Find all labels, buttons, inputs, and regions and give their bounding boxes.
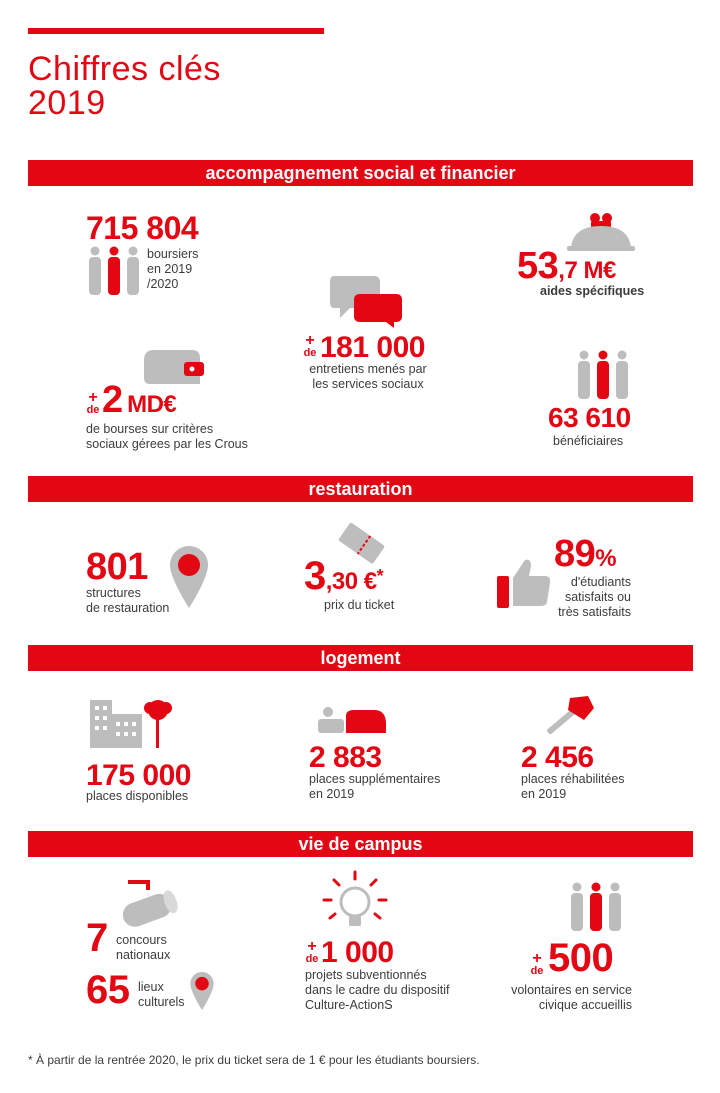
people-icon [575, 350, 635, 400]
aides-label: aides spécifiques [540, 284, 645, 298]
satisfaction-label: d'étudiants satisfaits ou très satisfaits [558, 575, 631, 619]
entretiens-plus-de: + de [303, 332, 317, 359]
volontaires-label: volontaires en service civique accueillis [511, 983, 632, 1012]
location-pin-icon [190, 972, 214, 1010]
lightbulb-icon [322, 870, 388, 936]
cloche-icon [565, 212, 637, 252]
location-pin-icon [170, 546, 208, 608]
entretiens-label: entretiens menés par les services sociaux [309, 362, 427, 391]
top-accent-bar [28, 28, 324, 34]
section-band-campus: vie de campus [28, 831, 693, 857]
supp-value: 2 883 [309, 741, 382, 774]
footnote: * À partir de la rentrée 2020, le prix du ticket sera de 1 € pour les étudiants boursiers. [28, 1053, 480, 1067]
spotlight-icon [118, 876, 184, 932]
people-icon [86, 246, 146, 296]
section-band-logement: logement [28, 645, 693, 671]
boursiers-value: 715 804 [86, 210, 199, 246]
rehab-label: places réhabilitées en 2019 [521, 772, 625, 801]
bourses-plus-de: + de [86, 389, 100, 416]
rehab-value: 2 456 [521, 741, 594, 774]
bourses-value: 2 MD€ [102, 379, 177, 421]
aides-value: 53,7 M€ [517, 245, 616, 287]
chat-icon [330, 272, 404, 328]
beneficiaires-value: 63 610 [548, 402, 631, 433]
projets-label: projets subventionnés dans le cadre du dispositif Culture-ActionS [305, 968, 450, 1012]
projets-plus-de: + de [305, 938, 319, 965]
concours-label: concours nationaux [116, 933, 171, 962]
thumbs-up-icon [497, 556, 553, 608]
structures-label: structures de restauration [86, 586, 170, 615]
wallet-icon [140, 346, 206, 388]
places-label: places disponibles [86, 789, 189, 803]
hammer-icon [540, 694, 596, 744]
structures-value: 801 [86, 546, 148, 588]
people-icon [568, 882, 628, 932]
section-band-social: accompagnement social et financier [28, 160, 693, 186]
page-title: Chiffres clés 2019 [28, 50, 221, 122]
ticket-value: 3,30 €* [304, 554, 384, 598]
satisfaction-value: 89% [554, 533, 617, 575]
bourses-label: de bourses sur critères sociaux gérees par les Crous [86, 422, 248, 451]
volontaires-value: 500 [548, 936, 614, 980]
volontaires-plus-de: + de [530, 950, 544, 977]
ticket-label: prix du ticket [324, 598, 395, 612]
section-band-restauration: restauration [28, 476, 693, 502]
lieux-label: lieux culturels [138, 980, 185, 1009]
lieux-value: 65 [86, 968, 130, 1012]
supp-label: places supplémentaires en 2019 [309, 772, 441, 801]
bed-icon [318, 706, 388, 736]
projets-value: 1 000 [321, 936, 394, 969]
places-value: 175 000 [86, 759, 191, 792]
buildings-trees-icon [90, 698, 180, 748]
concours-value: 7 [86, 916, 108, 960]
boursiers-label: boursiers en 2019 /2020 [147, 247, 199, 291]
beneficiaires-label: bénéficiaires [553, 434, 624, 448]
entretiens-value: 181 000 [320, 331, 425, 364]
